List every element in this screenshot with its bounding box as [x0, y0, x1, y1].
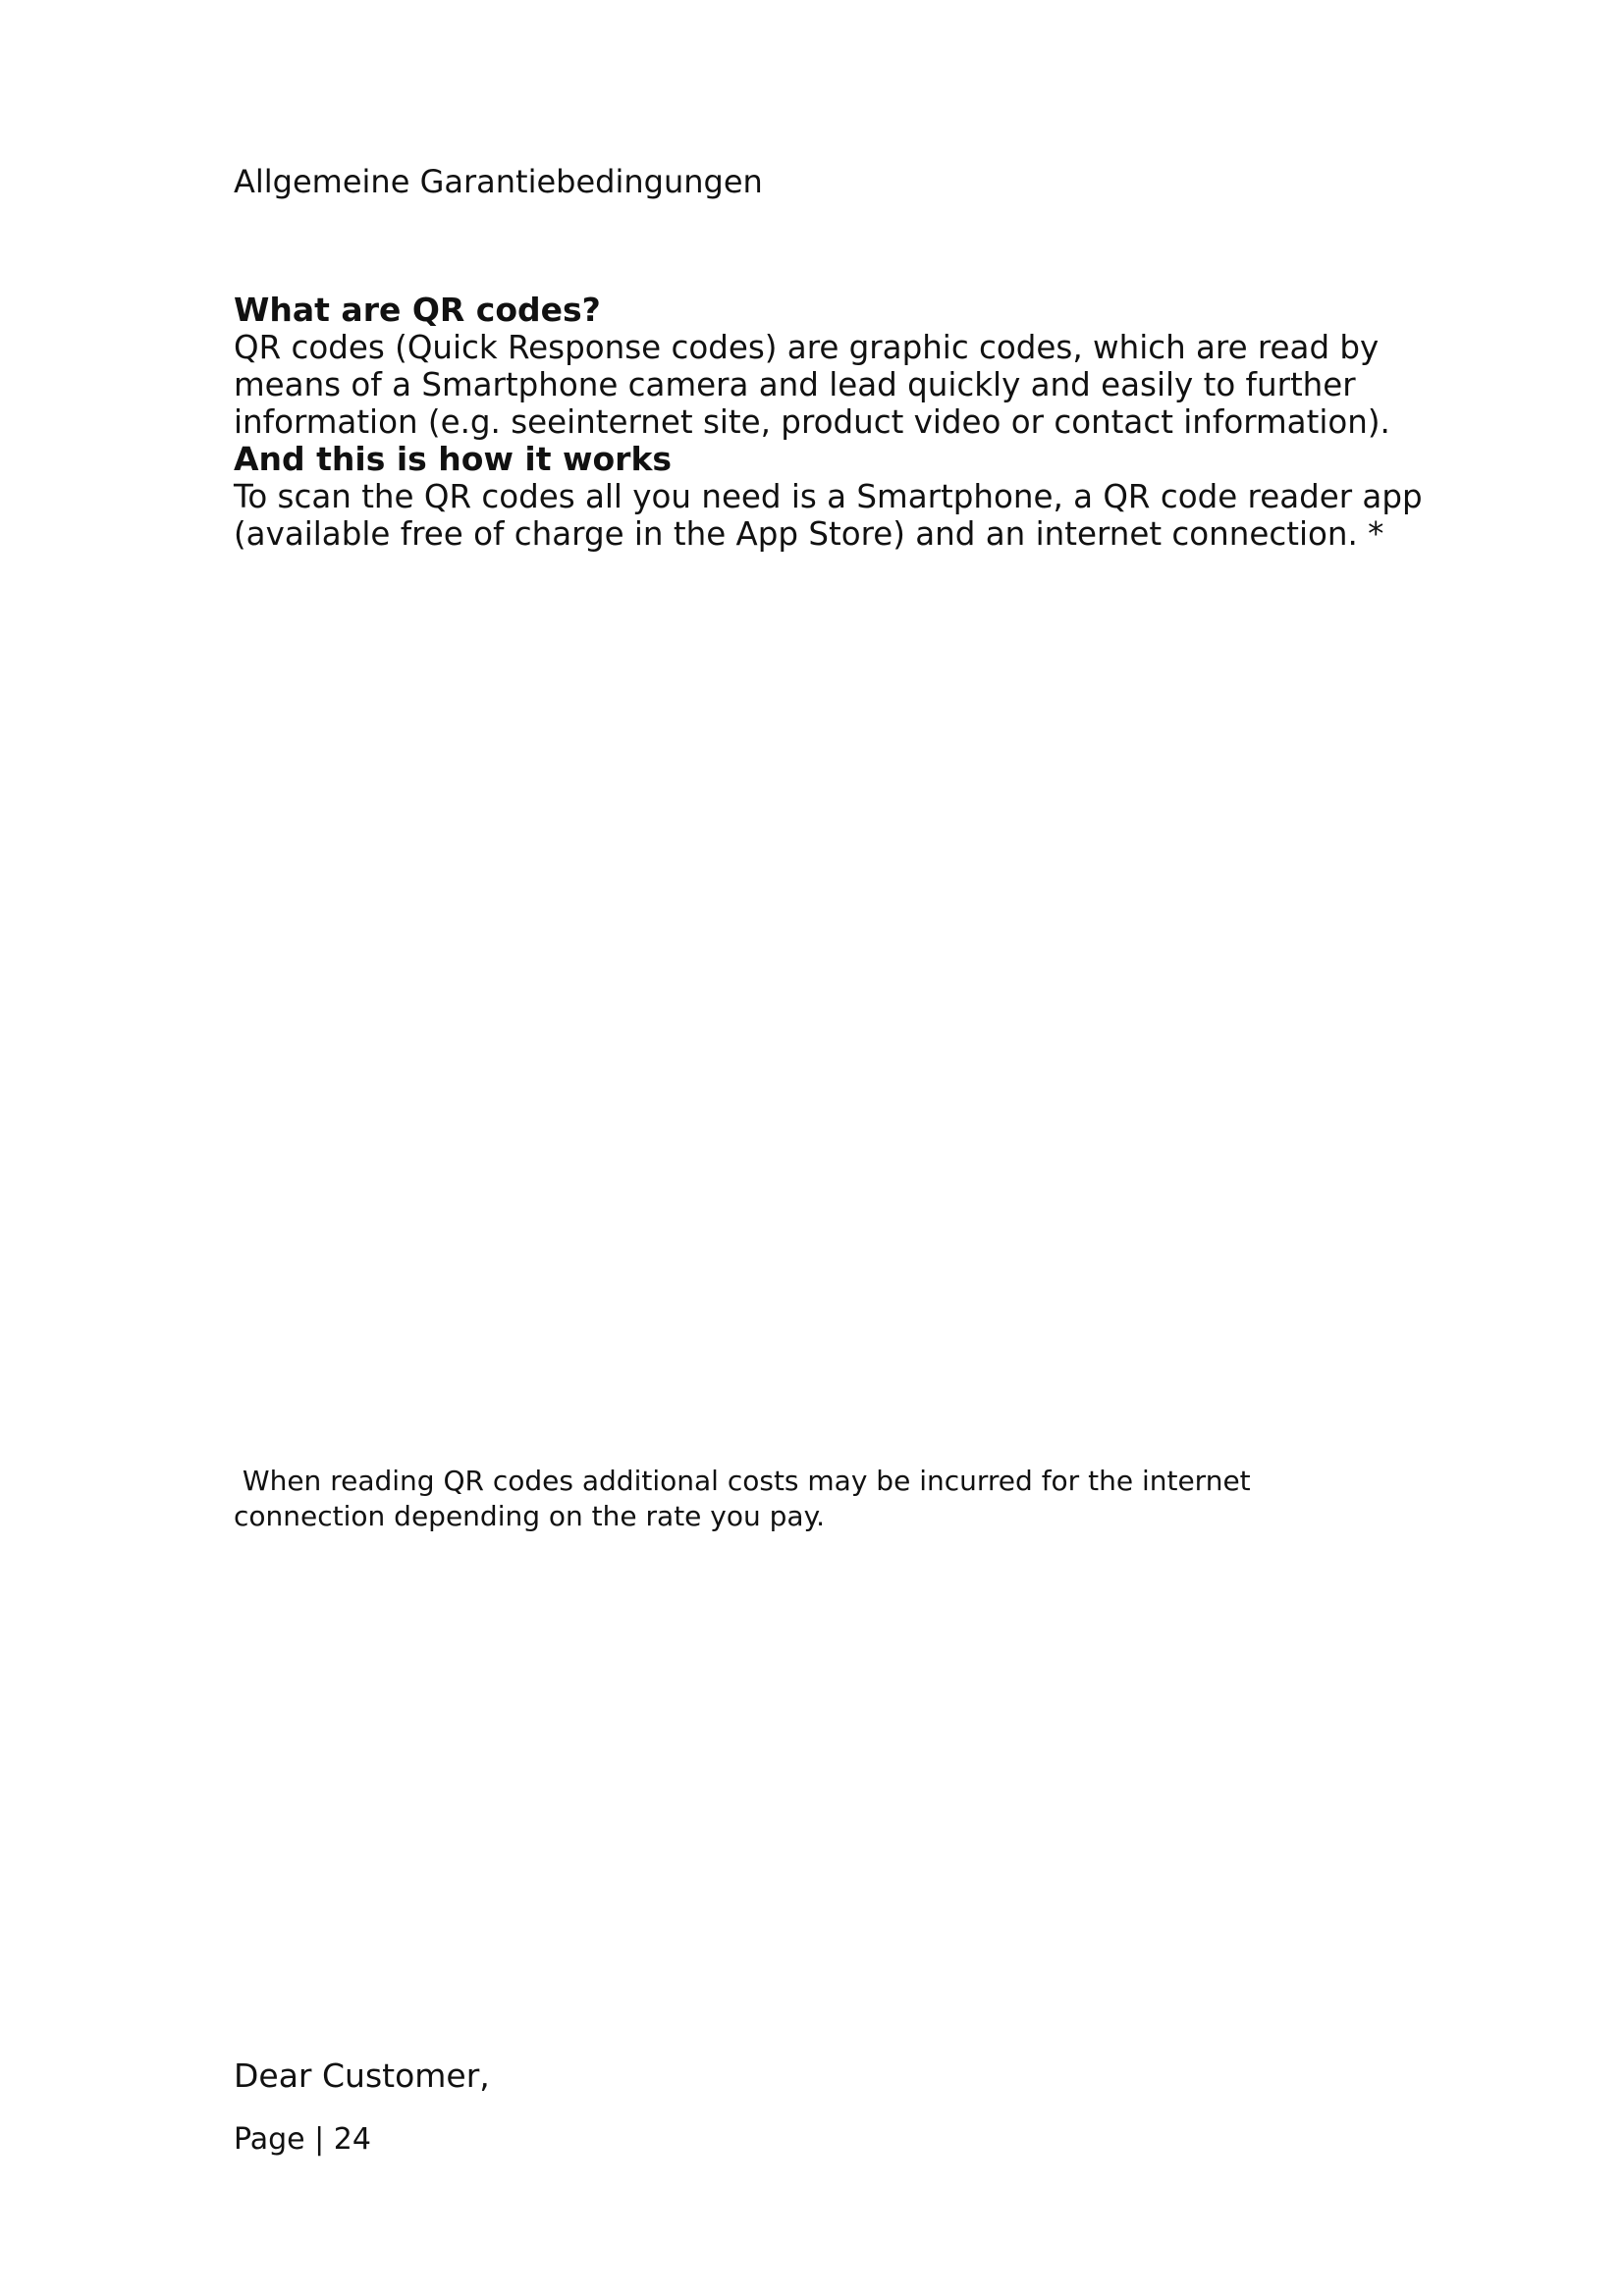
- footnote: [234, 1464, 1251, 1534]
- page-header-title: Allgemeine Garantiebedingungen: [234, 163, 763, 200]
- paragraph-line: information (e.g. seeinternet site, product video or contact information).: [234, 403, 1390, 441]
- section-paragraph: [234, 478, 1510, 553]
- footnote-line: connection depending on the rate you pay.: [234, 1500, 826, 1532]
- greeting: Dear Customer,: [234, 2056, 490, 2095]
- section-how-it-works: [234, 441, 1510, 553]
- paragraph-line: means of a Smartphone camera and lead quickly and easily to further: [234, 366, 1356, 403]
- paragraph-line: (available free of charge in the App Store) and an internet connection. *: [234, 515, 1384, 553]
- paragraph-line: To scan the QR codes all you need is a Smartphone, a QR code reader app: [234, 478, 1423, 515]
- section-heading: What are QR codes?: [234, 291, 601, 329]
- page-number: Page | 24: [234, 2122, 371, 2157]
- paragraph-line: QR codes (Quick Response codes) are graphic codes, which are read by: [234, 329, 1380, 366]
- footnote-line: When reading QR codes additional costs may be incurred for the internet: [234, 1465, 1251, 1497]
- section-what-are-qr-codes: [234, 292, 1510, 441]
- section-heading: And this is how it works: [234, 440, 673, 478]
- section-paragraph: [234, 329, 1510, 441]
